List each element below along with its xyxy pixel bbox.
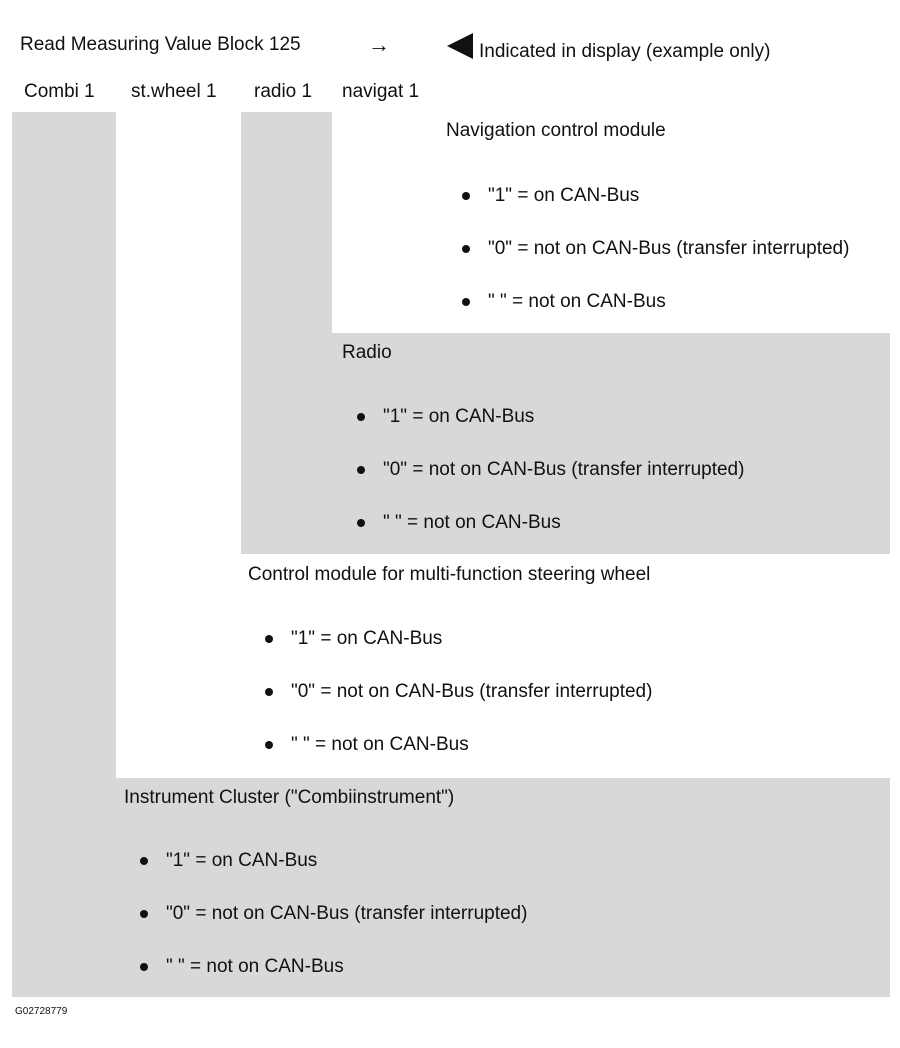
steering-wheel-item: "0" = not on CAN-Bus (transfer interrupted) bbox=[265, 681, 652, 703]
column-steering-wheel: st.wheel 1 bbox=[131, 81, 217, 102]
measuring-block-label: Read Measuring Value Block 125 bbox=[20, 34, 301, 55]
radio-section-title: Radio bbox=[342, 342, 392, 363]
bullet-icon bbox=[357, 413, 365, 421]
display-note: Indicated in display (example only) bbox=[479, 41, 771, 62]
instrument-cluster-item: "0" = not on CAN-Bus (transfer interrupted) bbox=[140, 903, 527, 925]
navigation-item: "1" = on CAN-Bus bbox=[462, 185, 639, 207]
figure-reference: G02728779 bbox=[15, 1006, 68, 1017]
instrument-cluster-item: "1" = on CAN-Bus bbox=[140, 850, 317, 872]
bullet-icon bbox=[140, 910, 148, 918]
navigation-item: " " = not on CAN-Bus bbox=[462, 291, 666, 313]
bullet-icon bbox=[462, 245, 470, 253]
bullet-icon bbox=[265, 741, 273, 749]
bullet-icon bbox=[357, 466, 365, 474]
navigation-section-title: Navigation control module bbox=[446, 120, 666, 141]
display-pointer-icon bbox=[447, 33, 473, 59]
instrument-cluster-item: " " = not on CAN-Bus bbox=[140, 956, 344, 978]
bullet-icon bbox=[357, 519, 365, 527]
radio-section-shade bbox=[241, 333, 890, 554]
instrument-cluster-section-title: Instrument Cluster ("Combiinstrument") bbox=[124, 787, 455, 808]
bullet-icon bbox=[140, 857, 148, 865]
radio-item: "0" = not on CAN-Bus (transfer interrupted) bbox=[357, 459, 744, 481]
steering-wheel-item: "1" = on CAN-Bus bbox=[265, 628, 442, 650]
bullet-icon bbox=[462, 192, 470, 200]
column-combi: Combi 1 bbox=[24, 81, 95, 102]
radio-item: "1" = on CAN-Bus bbox=[357, 406, 534, 428]
bullet-icon bbox=[462, 298, 470, 306]
column-radio: radio 1 bbox=[254, 81, 313, 102]
column-navigation: navigat 1 bbox=[342, 81, 420, 102]
bullet-icon bbox=[265, 635, 273, 643]
bullet-icon bbox=[140, 963, 148, 971]
radio-item: " " = not on CAN-Bus bbox=[357, 512, 561, 534]
bullet-icon bbox=[265, 688, 273, 696]
steering-wheel-section-title: Control module for multi-function steering wheel bbox=[248, 564, 651, 585]
steering-wheel-item: " " = not on CAN-Bus bbox=[265, 734, 469, 756]
navigation-item: "0" = not on CAN-Bus (transfer interrupted) bbox=[462, 238, 849, 260]
right-arrow-icon: → bbox=[368, 32, 390, 57]
